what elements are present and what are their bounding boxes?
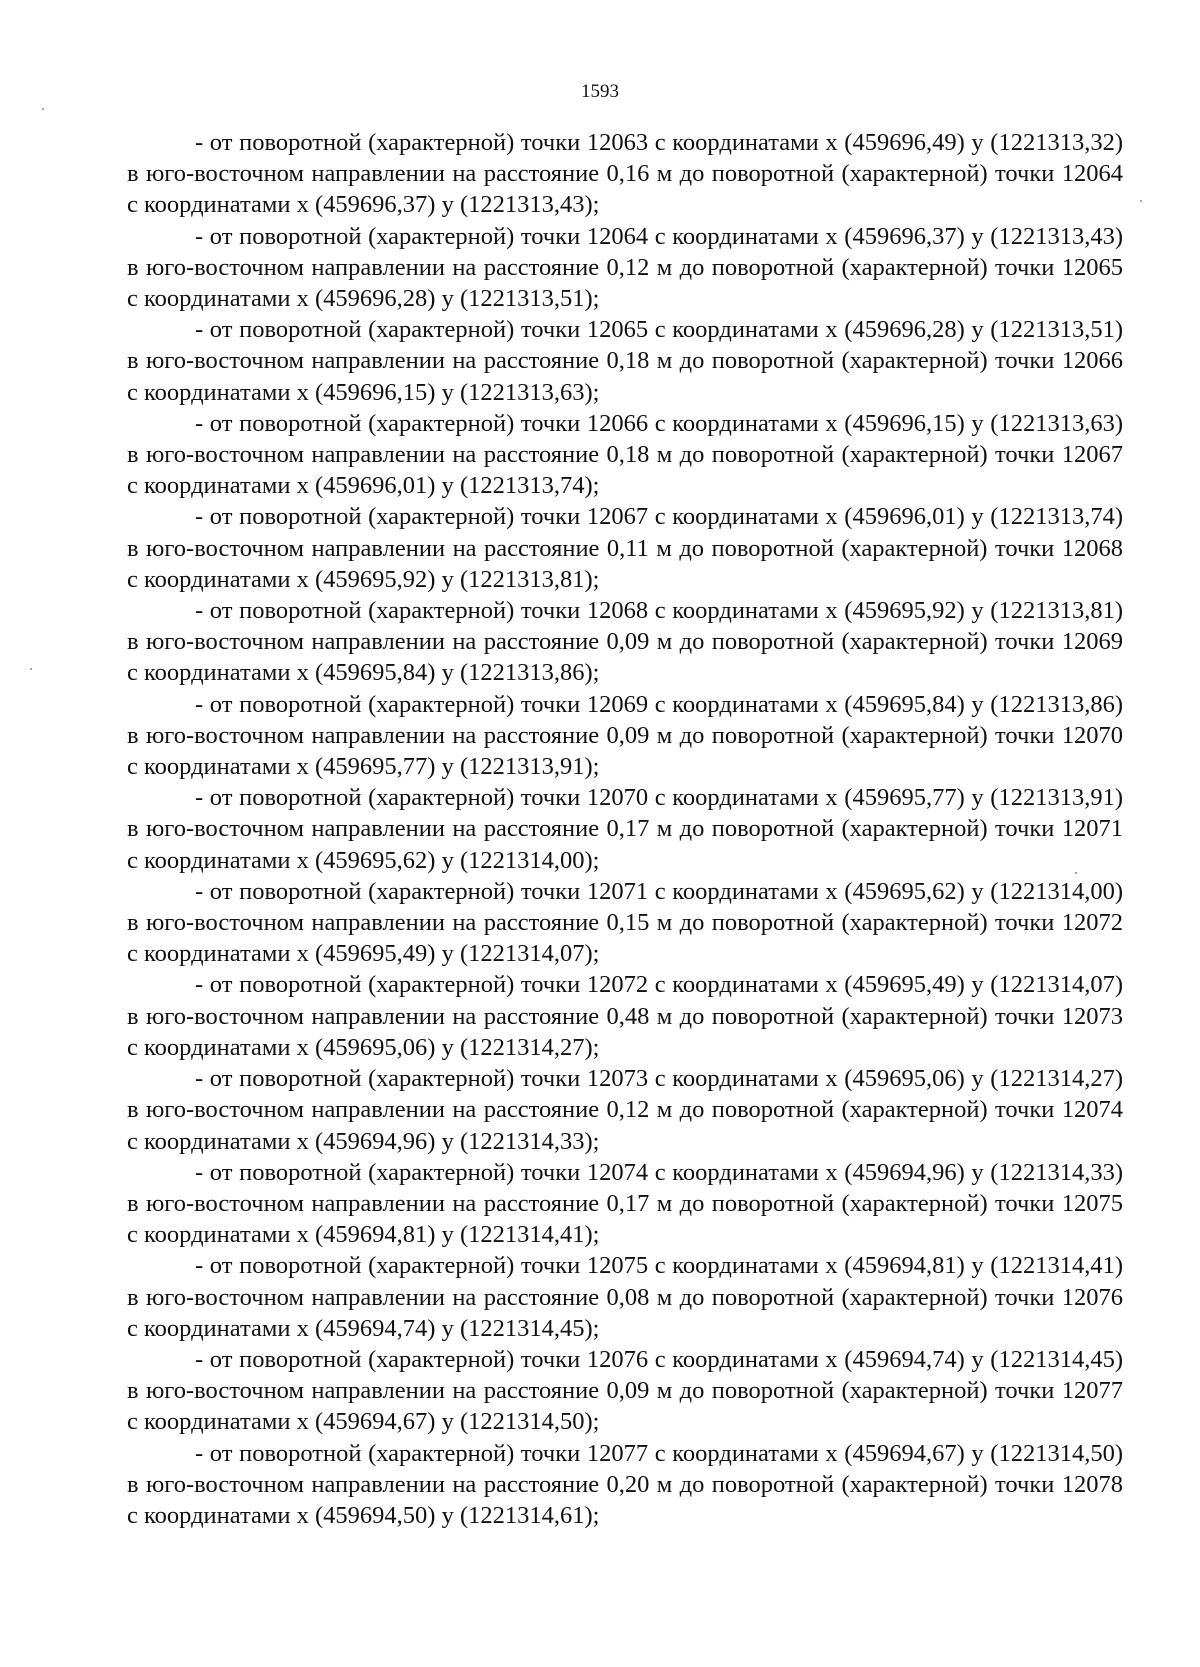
boundary-paragraph: - от поворотной (характерной) точки 12067 с координатами x (459696,01) y (1221313,74) в юго-восточном направлении на расстояние 0,11 м до поворотной (характерной) точки 12068 с координатами x (459695,92) y (1221313,81); [127,503,1123,593]
boundary-paragraph: - от поворотной (характерной) точки 12066 с координатами x (459696,15) y (1221313,63) в юго-восточном направлении на расстояние 0,18 м до поворотной (характерной) точки 12067 с координатами x (459696,01) y (1221313,74); [127,409,1123,500]
document-body [127,127,1123,1531]
boundary-paragraph: - от поворотной (характерной) точки 12065 с координатами x (459696,28) y (1221313,51) в юго-восточном направлении на расстояние 0,18 м до поворотной (характерной) точки 12066 с координатами x (459696,15) y (1221313,63); [127,316,1123,406]
boundary-paragraph: - от поворотной (характерной) точки 12074 с координатами x (459694,96) y (1221314,33) в юго-восточном направлении на расстояние 0,17 м до поворотной (характерной) точки 12075 с координатами x (459694,81) y (1221314,41); [127,1158,1123,1249]
boundary-paragraph: - от поворотной (характерной) точки 12073 с координатами x (459695,06) y (1221314,27) в юго-восточном направлении на расстояние 0,12 м до поворотной (характерной) точки 12074 с координатами x (459694,96) y (1221314,33); [127,1065,1123,1155]
scan-speck [1075,872,1077,874]
boundary-paragraph: - от поворотной (характерной) точки 12072 с координатами x (459695,49) y (1221314,07) в юго-восточном направлении на расстояние 0,48 м до поворотной (характерной) точки 12073 с координатами x (459695,06) y (1221314,27); [127,971,1123,1061]
page-number: 1593 [581,81,619,102]
scan-speck [42,108,44,110]
boundary-paragraph: - от поворотной (характерной) точки 12075 с координатами x (459694,81) y (1221314,41) в юго-восточном направлении на расстояние 0,08 м до поворотной (характерной) точки 12076 с координатами x (459694,74) y (1221314,45); [127,1252,1123,1342]
scan-speck [30,668,32,670]
boundary-paragraph: - от поворотной (характерной) точки 12070 с координатами x (459695,77) y (1221313,91) в юго-восточном направлении на расстояние 0,17 м до поворотной (характерной) точки 12071 с координатами x (459695,62) y (1221314,00); [127,784,1123,874]
boundary-paragraph: - от поворотной (характерной) точки 12068 с координатами x (459695,92) y (1221313,81) в юго-восточном направлении на расстояние 0,09 м до поворотной (характерной) точки 12069 с координатами x (459695,84) y (1221313,86); [127,597,1123,687]
boundary-paragraph: - от поворотной (характерной) точки 12064 с координатами x (459696,37) y (1221313,43) в юго-восточном направлении на расстояние 0,12 м до поворотной (характерной) точки 12065 с координатами x (459696,28) y (1221313,51); [127,222,1123,313]
scan-speck [1140,200,1142,202]
boundary-paragraph: - от поворотной (характерной) точки 12069 с координатами x (459695,84) y (1221313,86) в юго-восточном направлении на расстояние 0,09 м до поворотной (характерной) точки 12070 с координатами x (459695,77) y (1221313,91); [127,690,1123,781]
boundary-paragraph: - от поворотной (характерной) точки 12071 с координатами x (459695,62) y (1221314,00) в юго-восточном направлении на расстояние 0,15 м до поворотной (характерной) точки 12072 с координатами x (459695,49) y (1221314,07); [127,877,1123,968]
boundary-paragraph: - от поворотной (характерной) точки 12063 с координатами x (459696,49) y (1221313,32) в юго-восточном направлении на расстояние 0,16 м до поворотной (характерной) точки 12064 с координатами x (459696,37) y (1221313,43); [127,129,1123,219]
boundary-paragraph: - от поворотной (характерной) точки 12076 с координатами x (459694,74) y (1221314,45) в юго-восточном направлении на расстояние 0,09 м до поворотной (характерной) точки 12077 с координатами x (459694,67) y (1221314,50); [127,1345,1123,1436]
boundary-paragraph: - от поворотной (характерной) точки 12077 с координатами x (459694,67) y (1221314,50) в юго-восточном направлении на расстояние 0,20 м до поворотной (характерной) точки 12078 с координатами x (459694,50) y (1221314,61); [127,1439,1123,1529]
